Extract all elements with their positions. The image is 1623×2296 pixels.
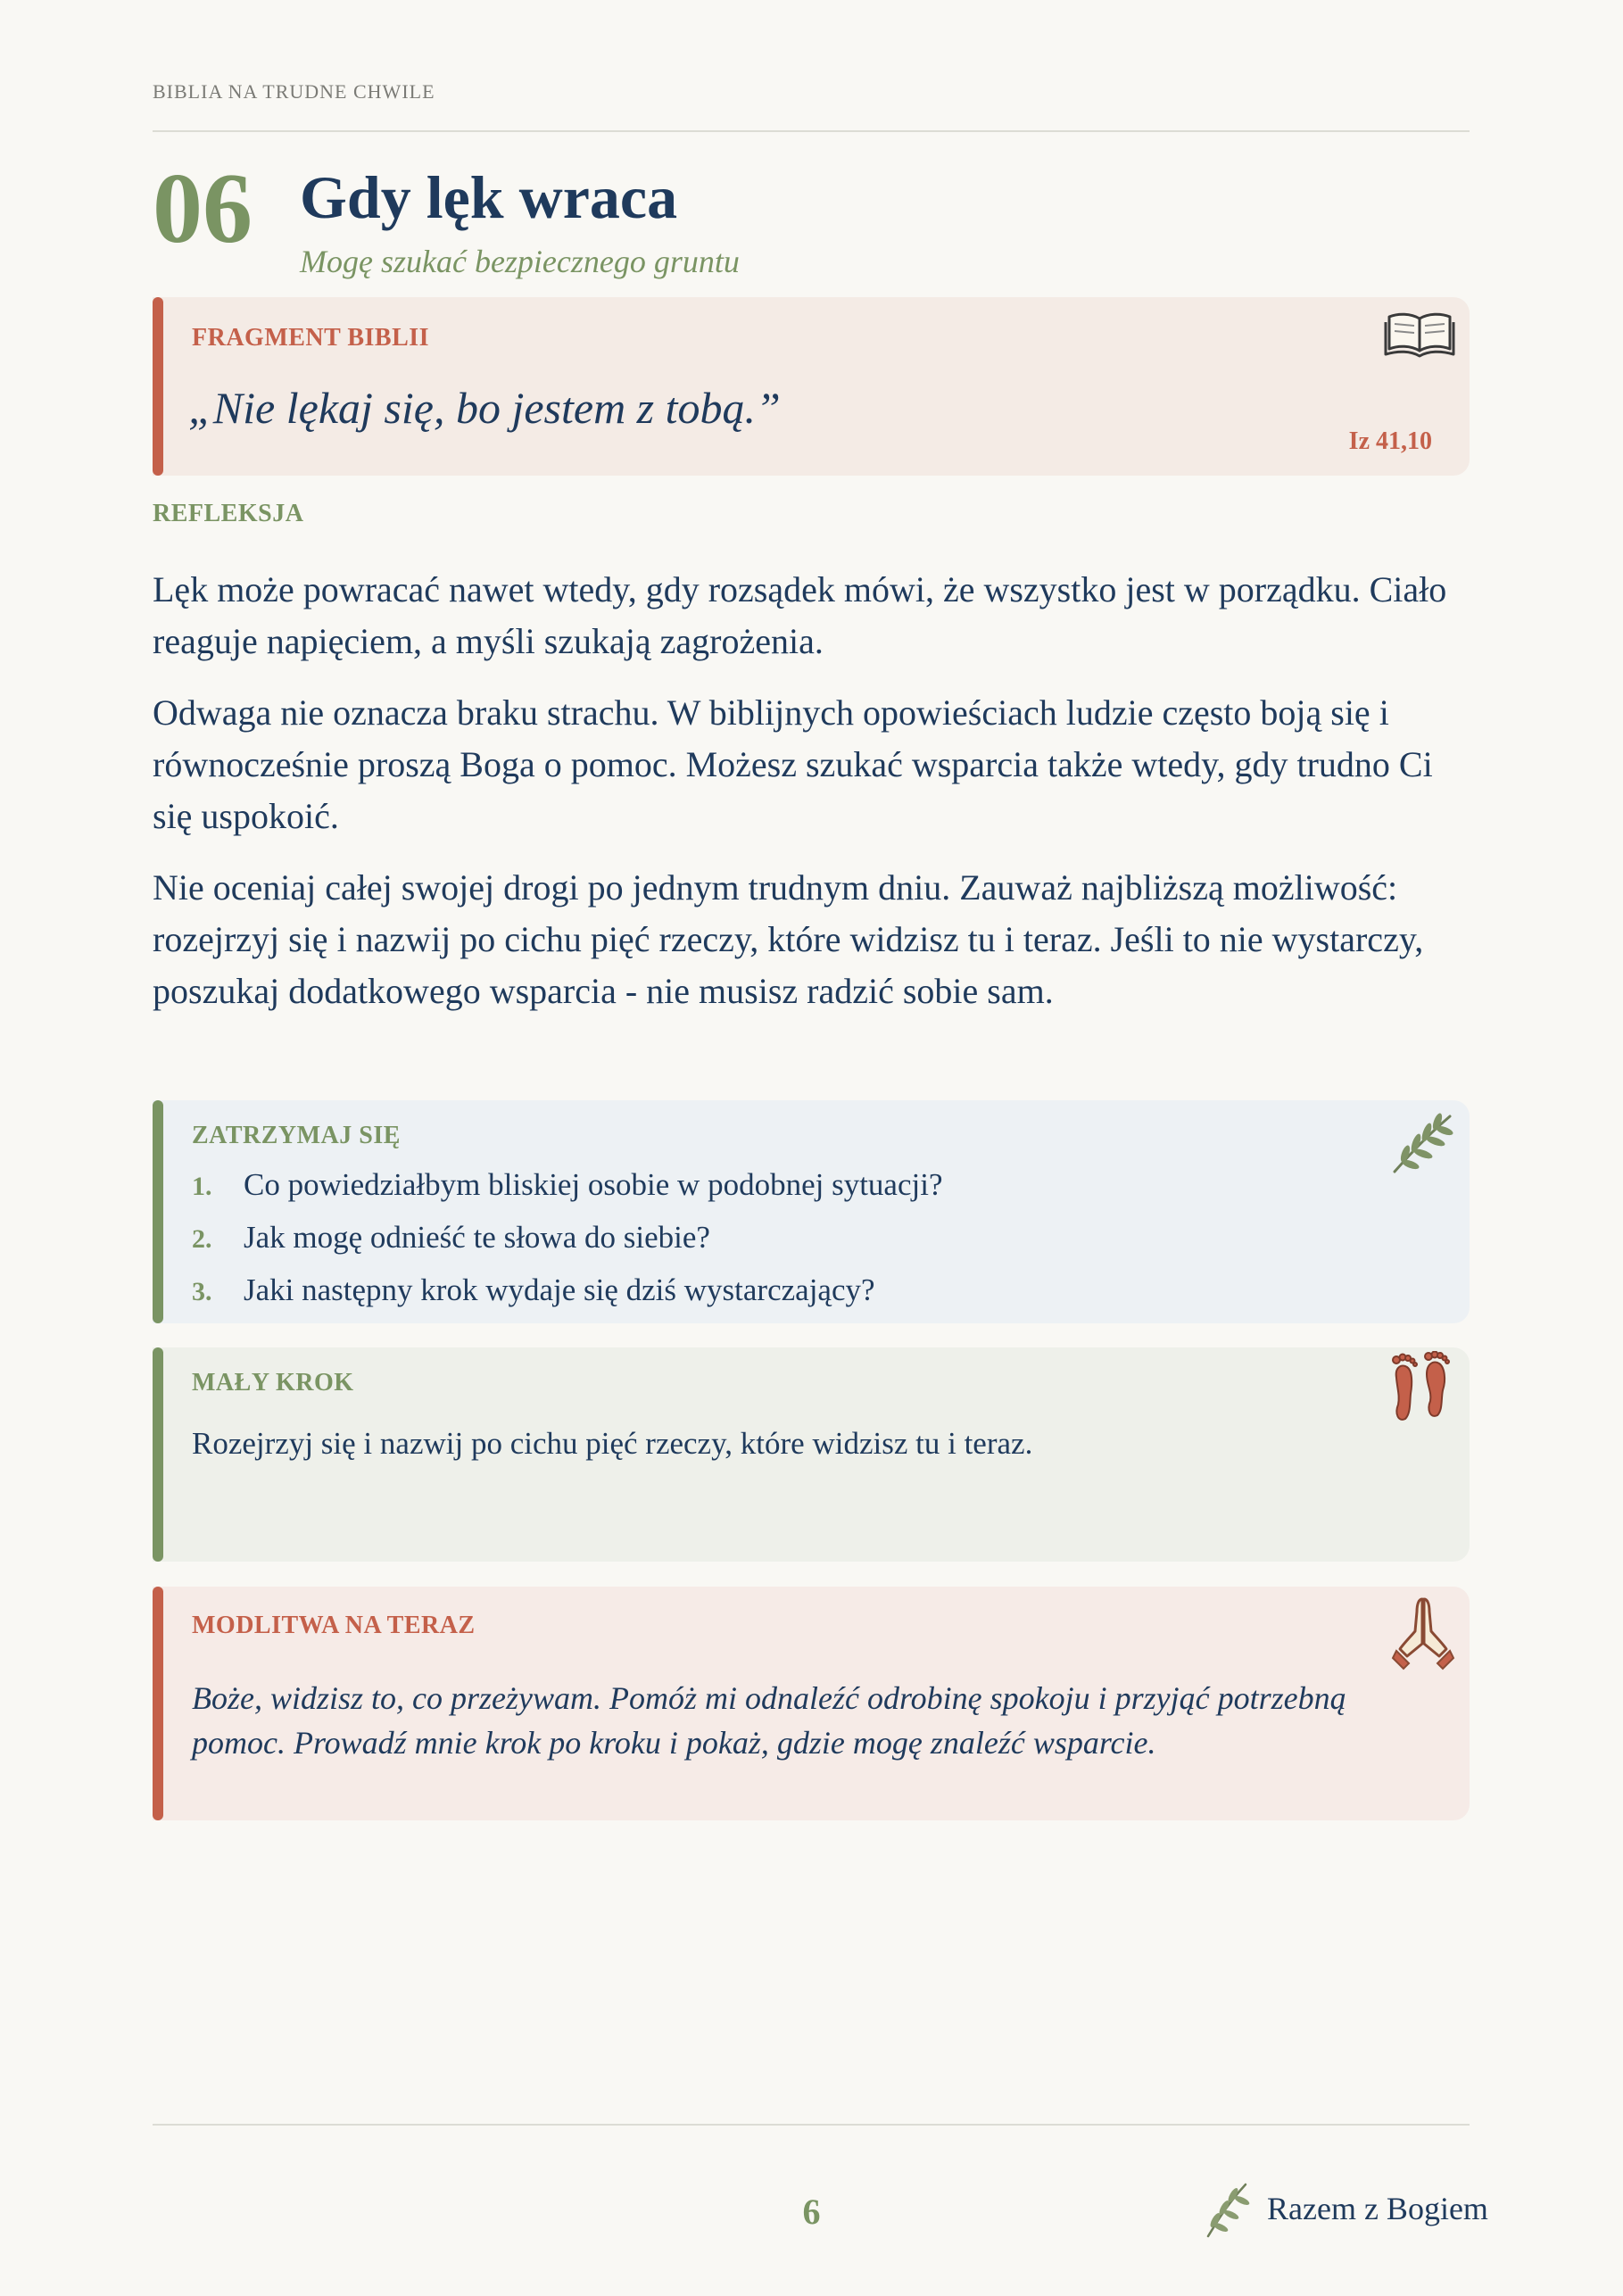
chapter-subtitle: Mogę szukać bezpiecznego gruntu <box>300 244 740 279</box>
pause-question <box>192 1159 942 1212</box>
pause-question-list <box>192 1159 942 1317</box>
question-number: 1. <box>192 1172 212 1201</box>
prayer-accent-bar <box>153 1587 163 1820</box>
header-rule <box>153 130 1470 132</box>
chapter-number: 06 <box>153 153 253 264</box>
pause-question <box>192 1212 942 1264</box>
scripture-reference: Iz 41,10 <box>1348 427 1432 455</box>
chapter-title: Gdy lęk wraca <box>300 163 678 231</box>
reflection-paragraph: Nie oceniaj całej swojej drogi po jednym trudnym dniu. Zauważ najbliższą możliwość: rozejrzyj się i nazwij po cichu pięć rzeczy, które widzisz tu i teraz. Jeśli to nie wystarczy, poszukaj dodatkowego wsparcia - nie musisz radzić sobie sam. <box>153 867 1424 1011</box>
small-step-panel <box>153 1347 1470 1562</box>
scripture-panel <box>153 297 1470 476</box>
reflection-paragraph: Lęk może powracać nawet wtedy, gdy rozsądek mówi, że wszystko jest w porządku. Ciało reaguje napięciem, a myśli szukają zagrożenia. <box>153 569 1447 661</box>
question-number: 2. <box>192 1224 212 1254</box>
prayer-label: MODLITWA NA TERAZ <box>192 1612 476 1639</box>
page-number: 6 <box>802 2192 821 2232</box>
open-book-icon <box>1384 306 1455 364</box>
reflection-body <box>153 564 1473 1037</box>
brand-name: Razem z Bogiem <box>1267 2191 1488 2226</box>
footprints-icon <box>1387 1351 1455 1430</box>
question-text: Jaki następny krok wydaje się dziś wystarczający? <box>244 1272 875 1307</box>
prayer-panel <box>153 1587 1470 1820</box>
small-step-label: MAŁY KROK <box>192 1369 354 1397</box>
reflection-label: REFLEKSJA <box>153 500 304 527</box>
pause-panel <box>153 1100 1470 1323</box>
question-text: Co powiedziałbym bliskiej osobie w podobnej sytuacji? <box>244 1167 943 1202</box>
scripture-quote: „Nie lękaj się, bo jestem z tobą.” <box>188 383 781 433</box>
footer-rule <box>153 2124 1470 2126</box>
pause-question <box>192 1264 942 1317</box>
scripture-accent-bar <box>153 297 163 476</box>
praying-hands-icon <box>1391 1592 1455 1677</box>
olive-branch-icon <box>1387 1109 1455 1181</box>
pause-accent-bar <box>153 1100 163 1323</box>
running-head: BIBLIA NA TRUDNE CHWILE <box>153 80 435 103</box>
olive-sprig-icon <box>1196 2177 1255 2244</box>
small-step-accent-bar <box>153 1347 163 1562</box>
reflection-paragraph: Odwaga nie oznacza braku strachu. W biblijnych opowieściach ludzie często boją się i równocześnie proszą Boga o pomoc. Możesz szukać wsparcia także wtedy, gdy trudno Ci się uspokoić. <box>153 692 1433 836</box>
scripture-label: FRAGMENT BIBLII <box>192 324 430 352</box>
question-number: 3. <box>192 1277 212 1306</box>
pause-label: ZATRZYMAJ SIĘ <box>192 1122 401 1149</box>
prayer-text: Boże, widzisz to, co przeżywam. Pomóż mi odnaleźć odrobinę spokoju i przyjąć potrzebną pomoc. Prowadź mnie krok po kroku i pokaż, gdzie mogę znaleźć wsparcie. <box>192 1680 1346 1761</box>
small-step-text: Rozejrzyj się i nazwij po cichu pięć rzeczy, które widzisz tu i teraz. <box>192 1426 1033 1461</box>
question-text: Jak mogę odnieść te słowa do siebie? <box>244 1220 710 1255</box>
